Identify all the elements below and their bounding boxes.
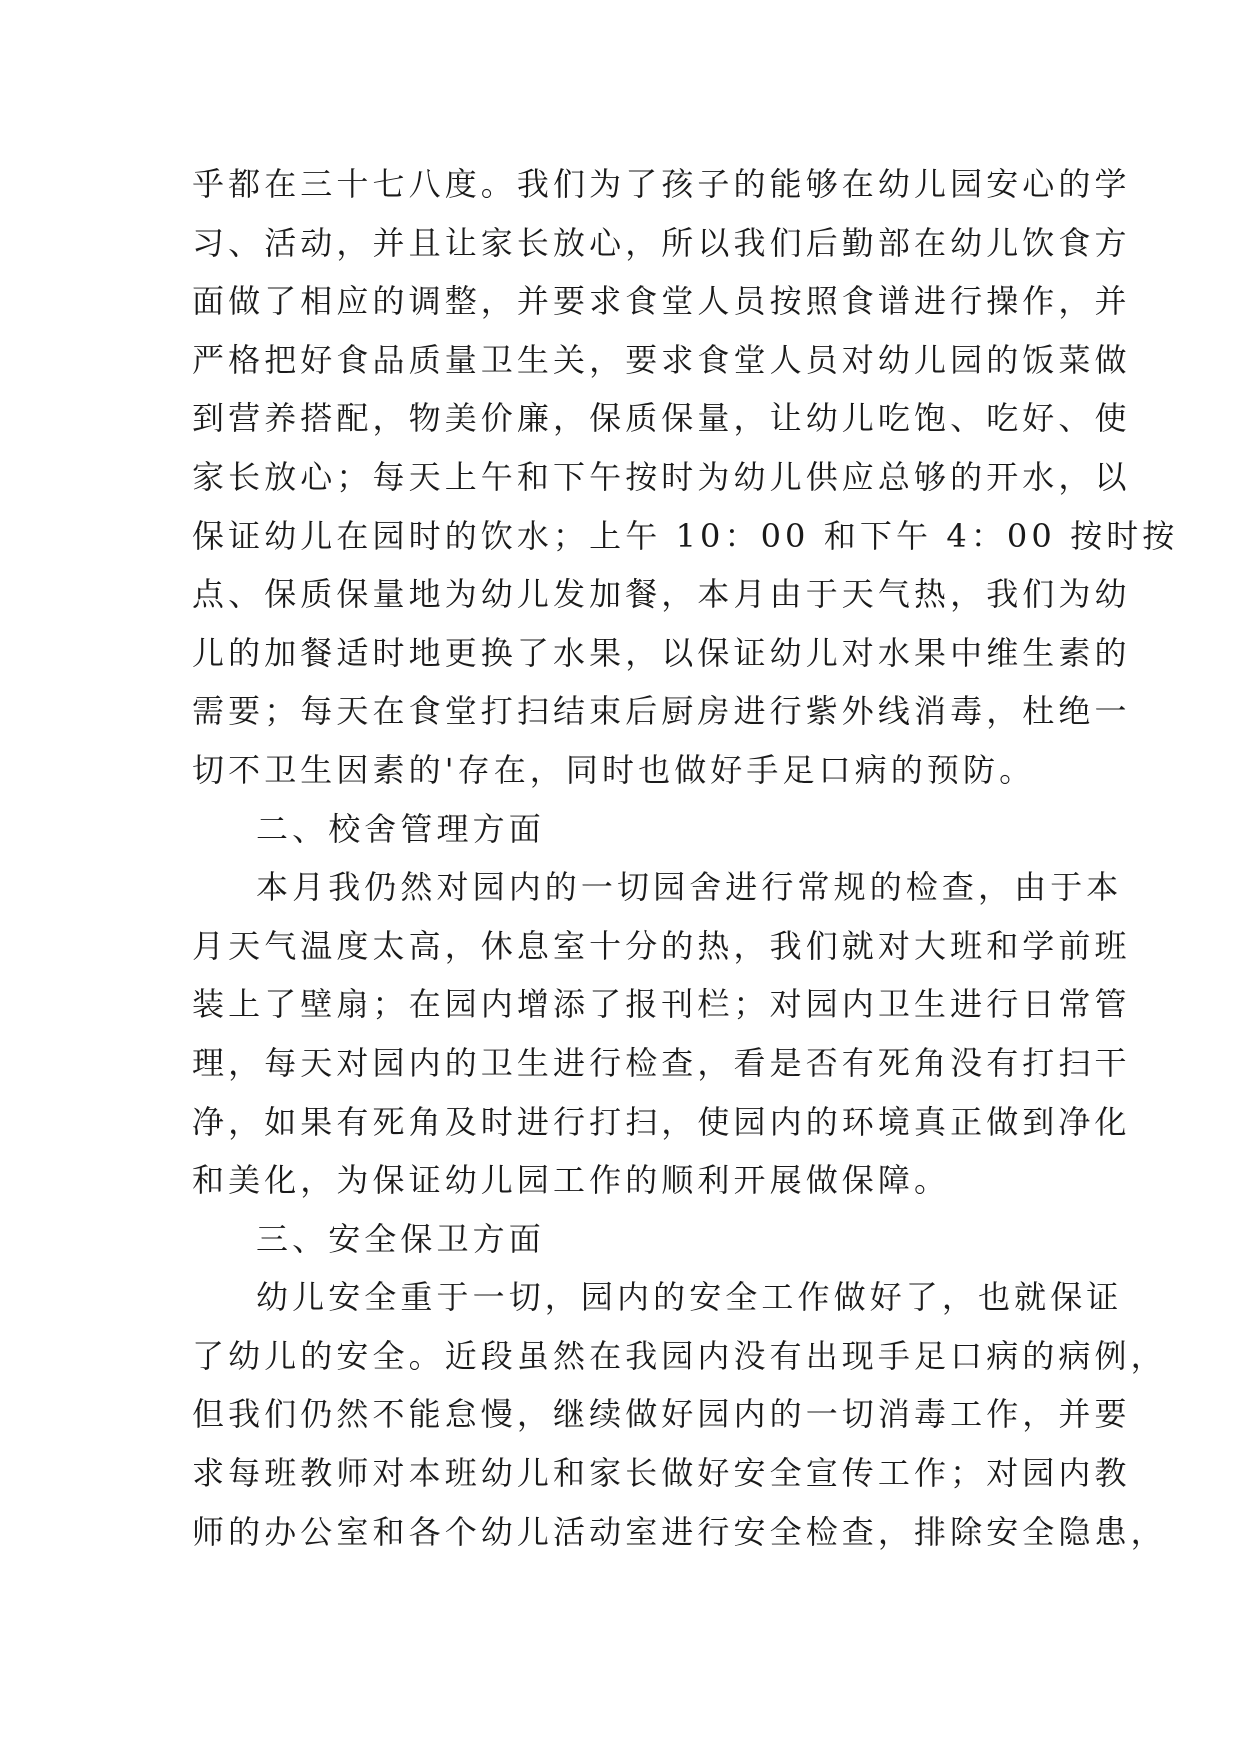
text-line: 家长放心；每天上午和下午按时为幼儿供应总够的开水，以 [192,457,1131,496]
text-line: 求每班教师对本班幼儿和家长做好安全宣传工作；对园内教 [192,1454,1131,1493]
text-line: 习、活动，并且让家长放心，所以我们后勤部在幼儿饮食方 [192,223,1131,262]
text-line: 面做了相应的调整，并要求食堂人员按照食谱进行操作，并 [192,282,1131,321]
text-line: 保证幼儿在园时的饮水；上午 10：00 和下午 4：00 按时按 [192,516,1179,555]
text-line: 了幼儿的安全。近段虽然在我园内没有出现手足口病的病例， [192,1336,1167,1375]
text-line: 严格把好食品质量卫生关，要求食堂人员对幼儿园的饭菜做 [192,340,1131,379]
text-line: 乎都在三十七八度。我们为了孩子的能够在幼儿园安心的学 [192,165,1131,203]
text-line: 切不卫生因素的'存在，同时也做好手足口病的预防。 [192,750,1036,789]
text-line: 装上了壁扇；在园内增添了报刊栏；对园内卫生进行日常管 [192,985,1131,1024]
text-line: 但我们仍然不能怠慢，继续做好园内的一切消毒工作，并要 [192,1395,1131,1434]
text-line: 点、保质保量地为幼儿发加餐，本月由于天气热，我们为幼 [192,575,1131,614]
text-line: 需要；每天在食堂打扫结束后厨房进行紫外线消毒，杜绝一 [192,692,1131,731]
text-line: 师的办公室和各个幼儿活动室进行安全检查，排除安全隐患， [192,1512,1167,1551]
body-text [192,155,1179,1561]
text-line: 本月我仍然对园内的一切园舍进行常规的检查，由于本 [256,868,1123,907]
text-line: 到营养搭配，物美价廉，保质保量，让幼儿吃饱、吃好、使 [192,399,1131,438]
section-heading: 三、安全保卫方面 [256,1219,545,1258]
text-line: 月天气温度太高，休息室十分的热，我们就对大班和学前班 [192,926,1131,965]
section-heading: 二、校舍管理方面 [256,809,545,848]
text-line: 理，每天对园内的卫生进行检查，看是否有死角没有打扫干 [192,1043,1131,1082]
text-line: 儿的加餐适时地更换了水果，以保证幼儿对水果中维生素的 [192,633,1131,672]
text-line: 和美化，为保证幼儿园工作的顺利开展做保障。 [192,1161,951,1200]
text-line: 幼儿安全重于一切，园内的安全工作做好了，也就保证 [256,1278,1123,1317]
text-line: 净，如果有死角及时进行打扫，使园内的环境真正做到净化 [192,1102,1131,1141]
